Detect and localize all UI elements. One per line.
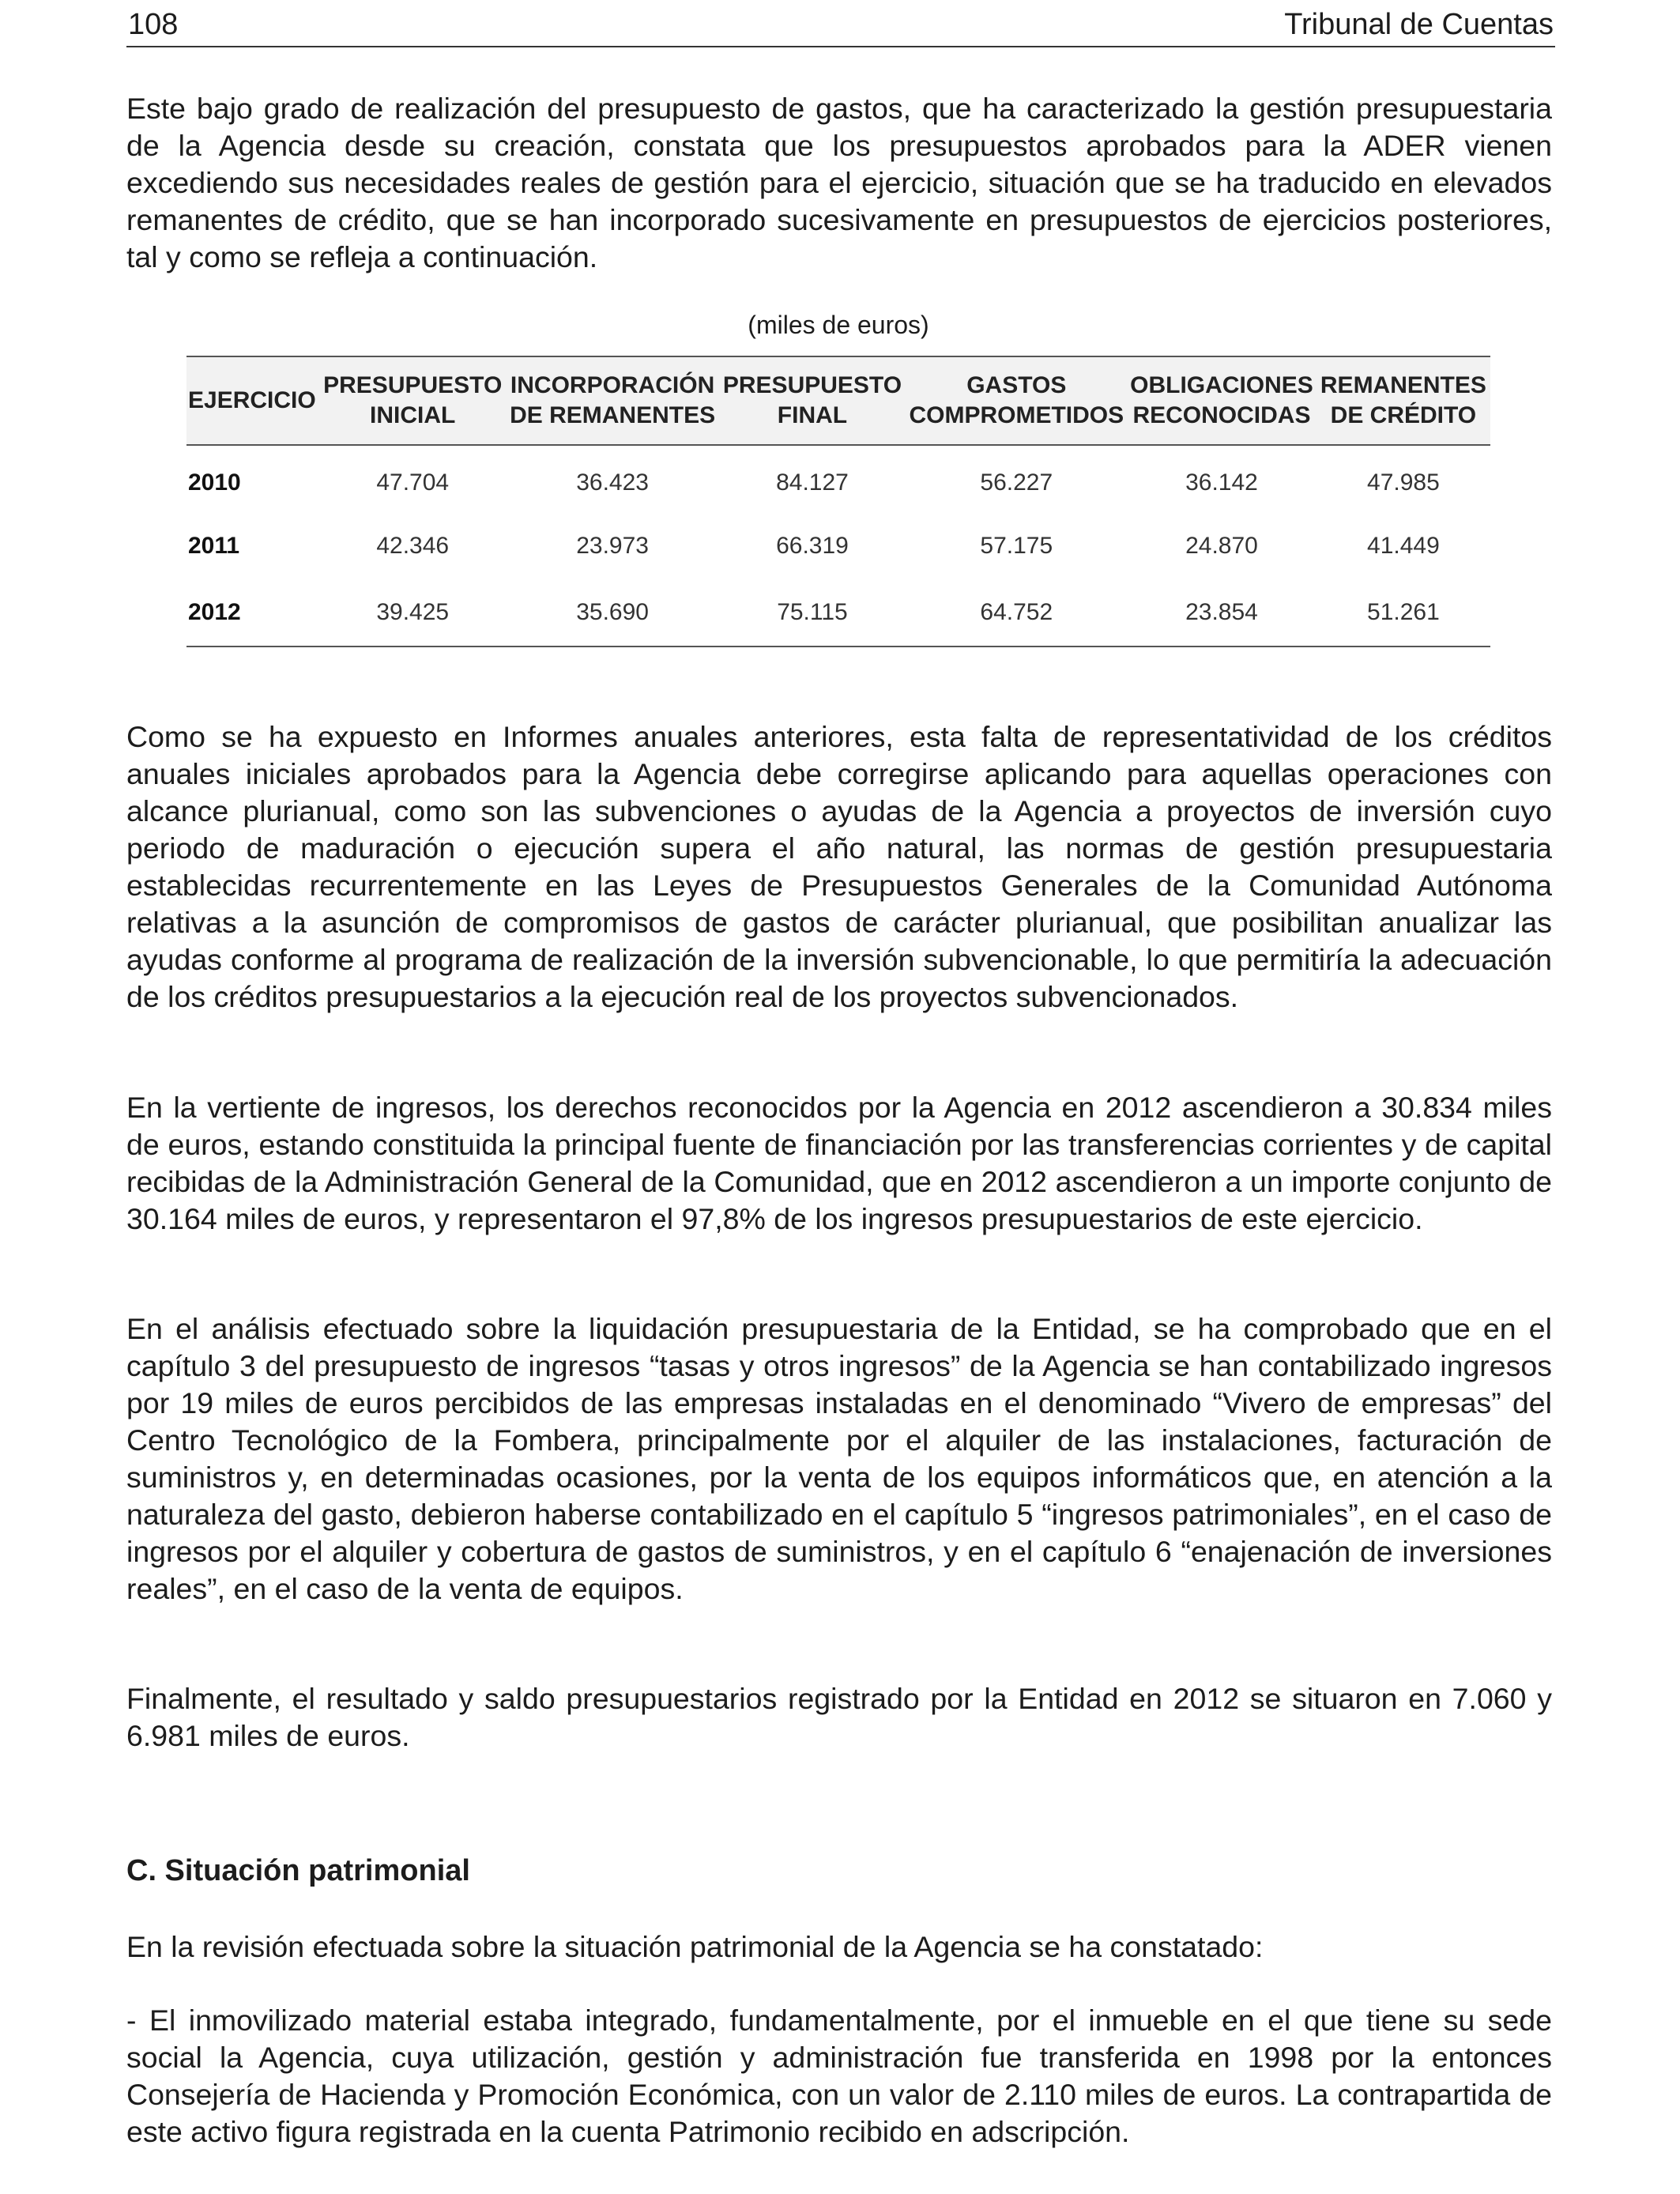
table-cell: 42.346 [376, 532, 450, 559]
col-header-presupuesto-final: PRESUPUESTO FINAL [722, 372, 902, 428]
table-row [186, 579, 1490, 647]
table-cell: 57.175 [980, 532, 1053, 559]
page-header [126, 5, 1555, 47]
table-row [186, 445, 1490, 512]
table-cell: 66.319 [776, 532, 849, 559]
table-cell: 36.423 [576, 469, 649, 496]
col-header-gastos-comprometidos: GASTOS COMPROMETIDOS [909, 372, 1124, 428]
col-header-ejercicio: EJERCICIO [188, 387, 316, 413]
table-cell: 47.704 [376, 469, 450, 496]
page-number: 108 [128, 8, 179, 41]
section-intro: En la revisión efectuada sobre la situación patrimonial de la Agencia se ha constatado: [126, 1930, 1264, 1963]
table-cell: 24.870 [1185, 532, 1258, 559]
paragraph-plurianual: Como se ha expuesto en Informes anuales anteriores, esta falta de representatividad de los créditos anuales iniciales aprobados para la Agencia debe corregirse aplicando para aquellas operaciones con alcance plurianual, como son las subvenciones o ayudas de la Agencia a proyectos de inversión cuyo periodo de maduración o ejecución supera el año natural, las normas de gestión presupuestaria establecidas recurrentemente en las Leyes de Presupuestos Generales de la Comunidad Autónoma relativas a la asunción de compromisos de gastos de carácter plurianual, que posibilitan anualizar las ayudas conforme al programa de realización de la inversión subvencionable, lo que permitiría la adecuación de los créditos presupuestarios a la ejecución real de los proyectos subvencionados. [126, 720, 1552, 1013]
table-cell: 84.127 [776, 469, 849, 496]
section-bullet: - El inmovilizado material estaba integrado, fundamentalmente, por el inmueble en el que tiene su sede social la Agencia, cuya utilización, gestión y administración fue transferida en 1998 por la entonces Consejería de Hacienda y Promoción Económica, con un valor de 2.110 miles de euros. La contrapartida de este activo figura registrada en la cuenta Patrimonio recibido en adscripción. [126, 2004, 1552, 2148]
col-header-presupuesto-inicial: PRESUPUESTO INICIAL [323, 372, 503, 428]
paragraph-ingresos: En la vertiente de ingresos, los derechos reconocidos por la Agencia en 2012 ascendieron a 30.834 miles de euros, estando constituida la principal fuente de financiación por las transferencias corrientes y de capital recibidas de la Administración General de la Comunidad, que en 2012 ascendieron a un importe conjunto de 30.164 miles de euros, y representaron el 97,8% de los ingresos presupuestarios de este ejercicio. [126, 1091, 1552, 1235]
budget-table [186, 356, 1490, 647]
table-cell: 23.973 [576, 532, 649, 559]
col-header-incorporacion-remanentes: INCORPORACIÓN DE REMANENTES [510, 372, 716, 428]
table-cell: 56.227 [980, 469, 1053, 496]
table-cell: 23.854 [1185, 599, 1258, 625]
table-cell: 2011 [188, 532, 240, 559]
table-cell: 47.985 [1367, 469, 1440, 496]
col-header-remanentes-credito: REMANENTES DE CRÉDITO [1320, 372, 1486, 428]
table-row [186, 512, 1490, 579]
table-cell: 36.142 [1185, 469, 1258, 496]
table-cell: 39.425 [376, 599, 450, 625]
table-cell: 75.115 [777, 599, 848, 625]
table-unit-label: (miles de euros) [748, 311, 929, 339]
table-cell: 2012 [188, 599, 241, 625]
intro-paragraph: Este bajo grado de realización del presupuesto de gastos, que ha caracterizado la gestión presupuestaria de la Agencia desde su creación, constata que los presupuestos aprobados para la ADER vienen excediendo sus necesidades reales de gestión para el ejercicio, situación que se ha traducido en elevados remanentes de crédito, que se han incorporado sucesivamente en presupuestos de ejercicios posteriores, tal y como se refleja a continuación. [126, 92, 1552, 273]
table-cell: 51.261 [1367, 599, 1440, 625]
table-cell: 35.690 [576, 599, 649, 625]
paragraph-liquidacion: En el análisis efectuado sobre la liquidación presupuestaria de la Entidad, se ha comprobado que en el capítulo 3 del presupuesto de ingresos “tasas y otros ingresos” de la Agencia se han contabilizado ingresos por 19 miles de euros percibidos de las empresas instaladas en el denominado “Vivero de empresas” del Centro Tecnológico de la Fombera, principalmente por el alquiler de las instalaciones, facturación de suministros y, en determinadas ocasiones, por la venta de los equipos informáticos que, en atención a la naturaleza del gasto, debieron haberse contabilizado en el capítulo 5 “ingresos patrimoniales”, en el caso de ingresos por el alquiler y cobertura de gastos de suministros, y en el capítulo 6 “enajenación de inversiones reales”, en el caso de la venta de equipos. [126, 1312, 1552, 1605]
table-header-row [186, 356, 1490, 445]
table-cell: 41.449 [1367, 532, 1440, 559]
paragraph-resultado: Finalmente, el resultado y saldo presupuestarios registrado por la Entidad en 2012 se situaron en 7.060 y 6.981 miles de euros. [126, 1682, 1552, 1752]
section-heading: C. Situación patrimonial [126, 1854, 470, 1887]
table-cell: 2010 [188, 469, 241, 496]
col-header-obligaciones-reconocidas: OBLIGACIONES RECONOCIDAS [1130, 372, 1313, 428]
running-title: Tribunal de Cuentas [1284, 8, 1554, 41]
table-cell: 64.752 [980, 599, 1053, 625]
